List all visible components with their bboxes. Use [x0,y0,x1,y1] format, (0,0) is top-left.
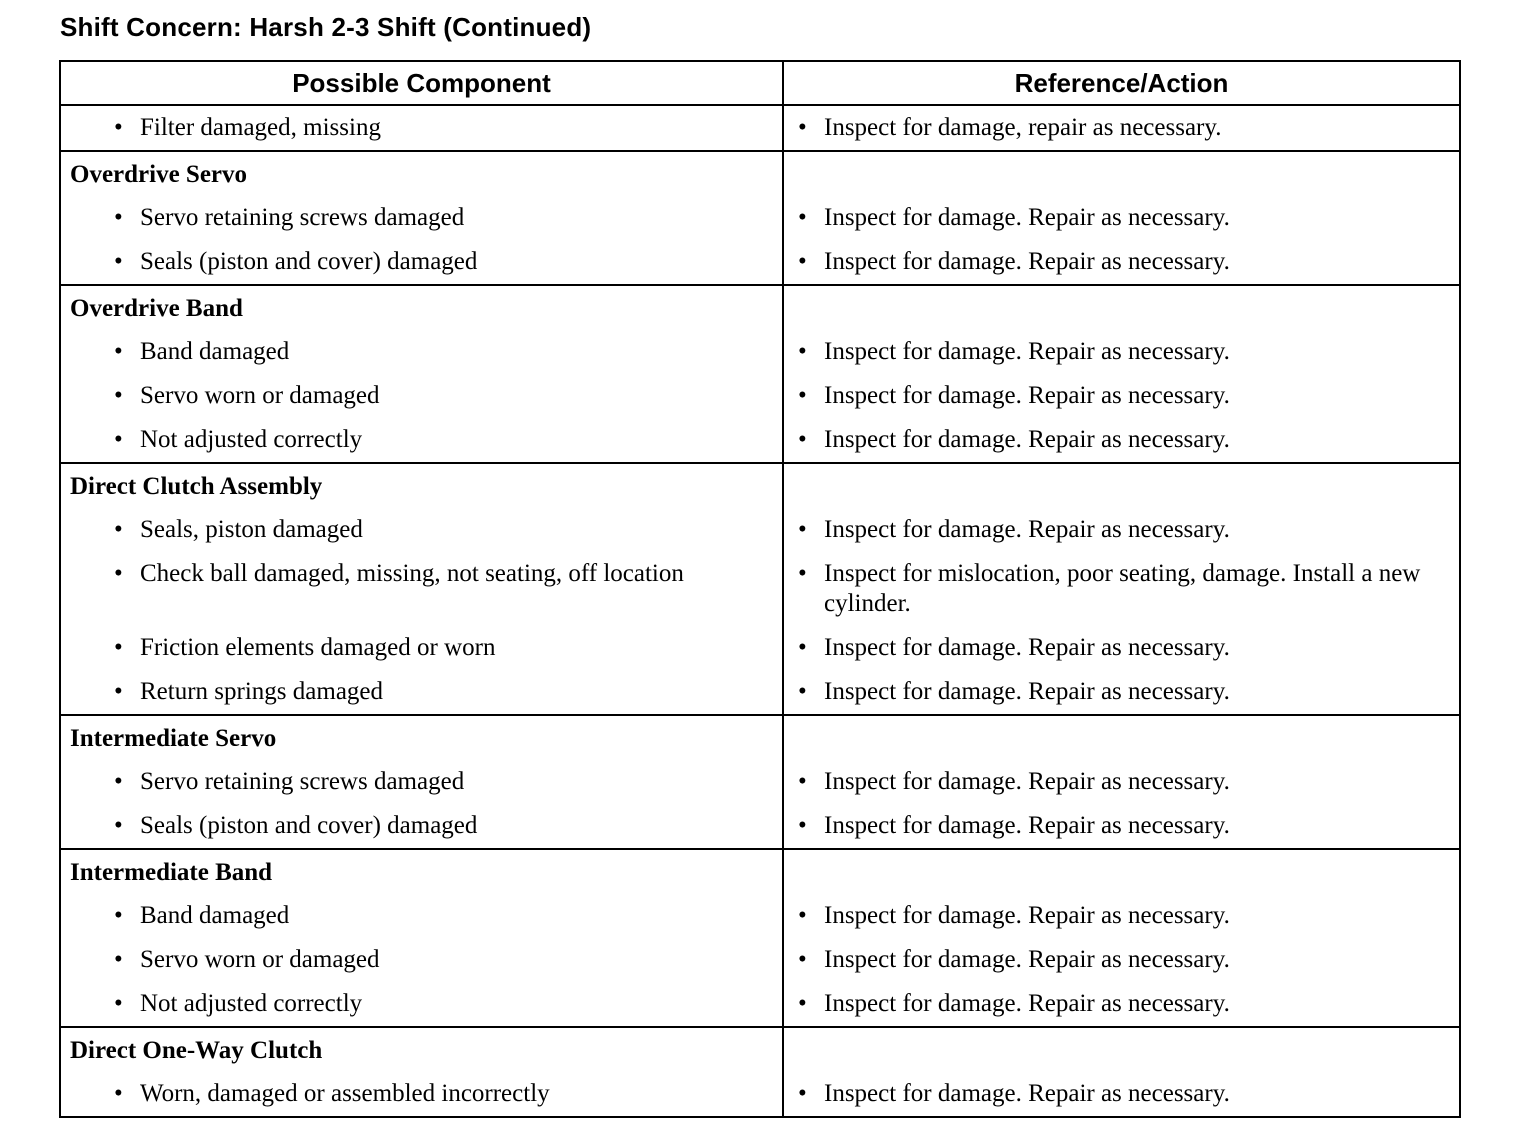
group-title-row [60,1027,1460,1072]
group-title-empty-cell [783,151,1460,196]
group-title: Intermediate Band [70,859,273,886]
page-title: Shift Concern: Harsh 2-3 Shift (Continued) [60,12,592,42]
component-group [60,151,1460,285]
group-title-empty-cell [783,463,1460,508]
action-cell [783,552,1460,626]
table-row [60,552,1460,626]
action-cell [783,374,1460,418]
component-cell [60,938,783,982]
action-cell [783,982,1460,1027]
action-cell [783,508,1460,552]
component-cell [60,330,783,374]
table-row [60,240,1460,285]
table-header [60,61,1460,105]
group-title-cell [60,463,783,508]
component-item: • Return springs damaged [61,670,782,714]
group-title: Direct Clutch Assembly [70,473,323,500]
table-row [60,418,1460,463]
group-title-row [60,463,1460,508]
action-cell [783,894,1460,938]
group-title-empty-cell [783,1027,1460,1072]
action-item: • Inspect for damage. Repair as necessary. [784,1072,1459,1116]
action-item: • Inspect for damage. Repair as necessary. [784,374,1459,418]
group-title-row [60,285,1460,330]
component-item: • Servo worn or damaged [61,938,782,982]
action-cell [783,938,1460,982]
component-item: • Servo retaining screws damaged [61,196,782,240]
component-cell [60,508,783,552]
component-cell [60,418,783,463]
group-title-cell [60,285,783,330]
action-item: • Inspect for damage. Repair as necessary. [784,804,1459,848]
group-title-row [60,151,1460,196]
component-item: • Seals, piston damaged [61,508,782,552]
group-title: Overdrive Servo [70,161,248,188]
table-row [60,1072,1460,1117]
action-item: • Inspect for damage. Repair as necessary. [784,626,1459,670]
action-item: • Inspect for damage. Repair as necessary. [784,330,1459,374]
component-item: • Not adjusted correctly [61,418,782,462]
component-cell [60,196,783,240]
action-item: • Inspect for damage. Repair as necessary. [784,894,1459,938]
action-item: • Inspect for damage. Repair as necessary. [784,196,1459,240]
group-title-row [60,715,1460,760]
action-cell [783,105,1460,151]
component-item: • Worn, damaged or assembled incorrectly [61,1072,782,1116]
component-group [60,285,1460,463]
action-item: • Inspect for damage. Repair as necessary. [784,938,1459,982]
component-cell [60,240,783,285]
action-item: • Inspect for damage. Repair as necessary. [784,760,1459,804]
component-cell [60,626,783,670]
action-item: • Inspect for damage, repair as necessary. [784,106,1459,150]
component-group [60,849,1460,1027]
component-cell [60,670,783,715]
action-cell [783,670,1460,715]
component-cell [60,552,783,626]
table-row [60,330,1460,374]
component-cell [60,982,783,1027]
group-title-cell [60,1027,783,1072]
action-item: • Inspect for damage. Repair as necessary. [784,418,1459,462]
table-row [60,196,1460,240]
group-title-empty-cell [783,849,1460,894]
group-title-cell [60,849,783,894]
action-cell [783,804,1460,849]
action-item: • Inspect for damage. Repair as necessary. [784,982,1459,1026]
group-title: Intermediate Servo [70,725,277,752]
group-title-cell [60,151,783,196]
component-group [60,105,1460,151]
table-row [60,670,1460,715]
component-cell [60,804,783,849]
action-cell [783,330,1460,374]
diagnosis-table [59,60,1461,1118]
component-cell [60,374,783,418]
component-item: • Check ball damaged, missing, not seating, off location [61,552,782,596]
group-title-empty-cell [783,715,1460,760]
component-group [60,463,1460,715]
action-cell [783,196,1460,240]
component-group [60,715,1460,849]
component-item: • Seals (piston and cover) damaged [61,804,782,848]
group-title: Overdrive Band [70,295,243,322]
component-cell [60,894,783,938]
group-title-empty-cell [783,285,1460,330]
component-item: • Friction elements damaged or worn [61,626,782,670]
group-title-cell [60,715,783,760]
table-row [60,804,1460,849]
component-cell [60,105,783,151]
action-item: • Inspect for damage. Repair as necessary. [784,670,1459,714]
action-cell [783,418,1460,463]
action-item: • Inspect for damage. Repair as necessary. [784,508,1459,552]
action-cell [783,240,1460,285]
component-group [60,1027,1460,1117]
action-cell [783,626,1460,670]
action-item: • Inspect for mislocation, poor seating, damage. Install a new cylinder. [784,552,1459,626]
component-item: • Servo retaining screws damaged [61,760,782,804]
action-cell [783,1072,1460,1117]
table-row [60,938,1460,982]
action-cell [783,760,1460,804]
table-row [60,982,1460,1027]
action-item: • Inspect for damage. Repair as necessary. [784,240,1459,284]
column-header-component: Possible Component [60,61,783,105]
table-row [60,894,1460,938]
component-cell [60,760,783,804]
component-item: • Band damaged [61,330,782,374]
header-row [60,61,1460,105]
table-row [60,760,1460,804]
group-title: Direct One-Way Clutch [70,1037,323,1064]
component-item: • Filter damaged, missing [61,106,782,150]
component-item: • Band damaged [61,894,782,938]
table-row [60,626,1460,670]
column-header-action: Reference/Action [783,61,1460,105]
component-item: • Seals (piston and cover) damaged [61,240,782,284]
table-row [60,105,1460,151]
component-item: • Servo worn or damaged [61,374,782,418]
table-row [60,508,1460,552]
table-row [60,374,1460,418]
component-item: • Not adjusted correctly [61,982,782,1026]
component-cell [60,1072,783,1117]
group-title-row [60,849,1460,894]
